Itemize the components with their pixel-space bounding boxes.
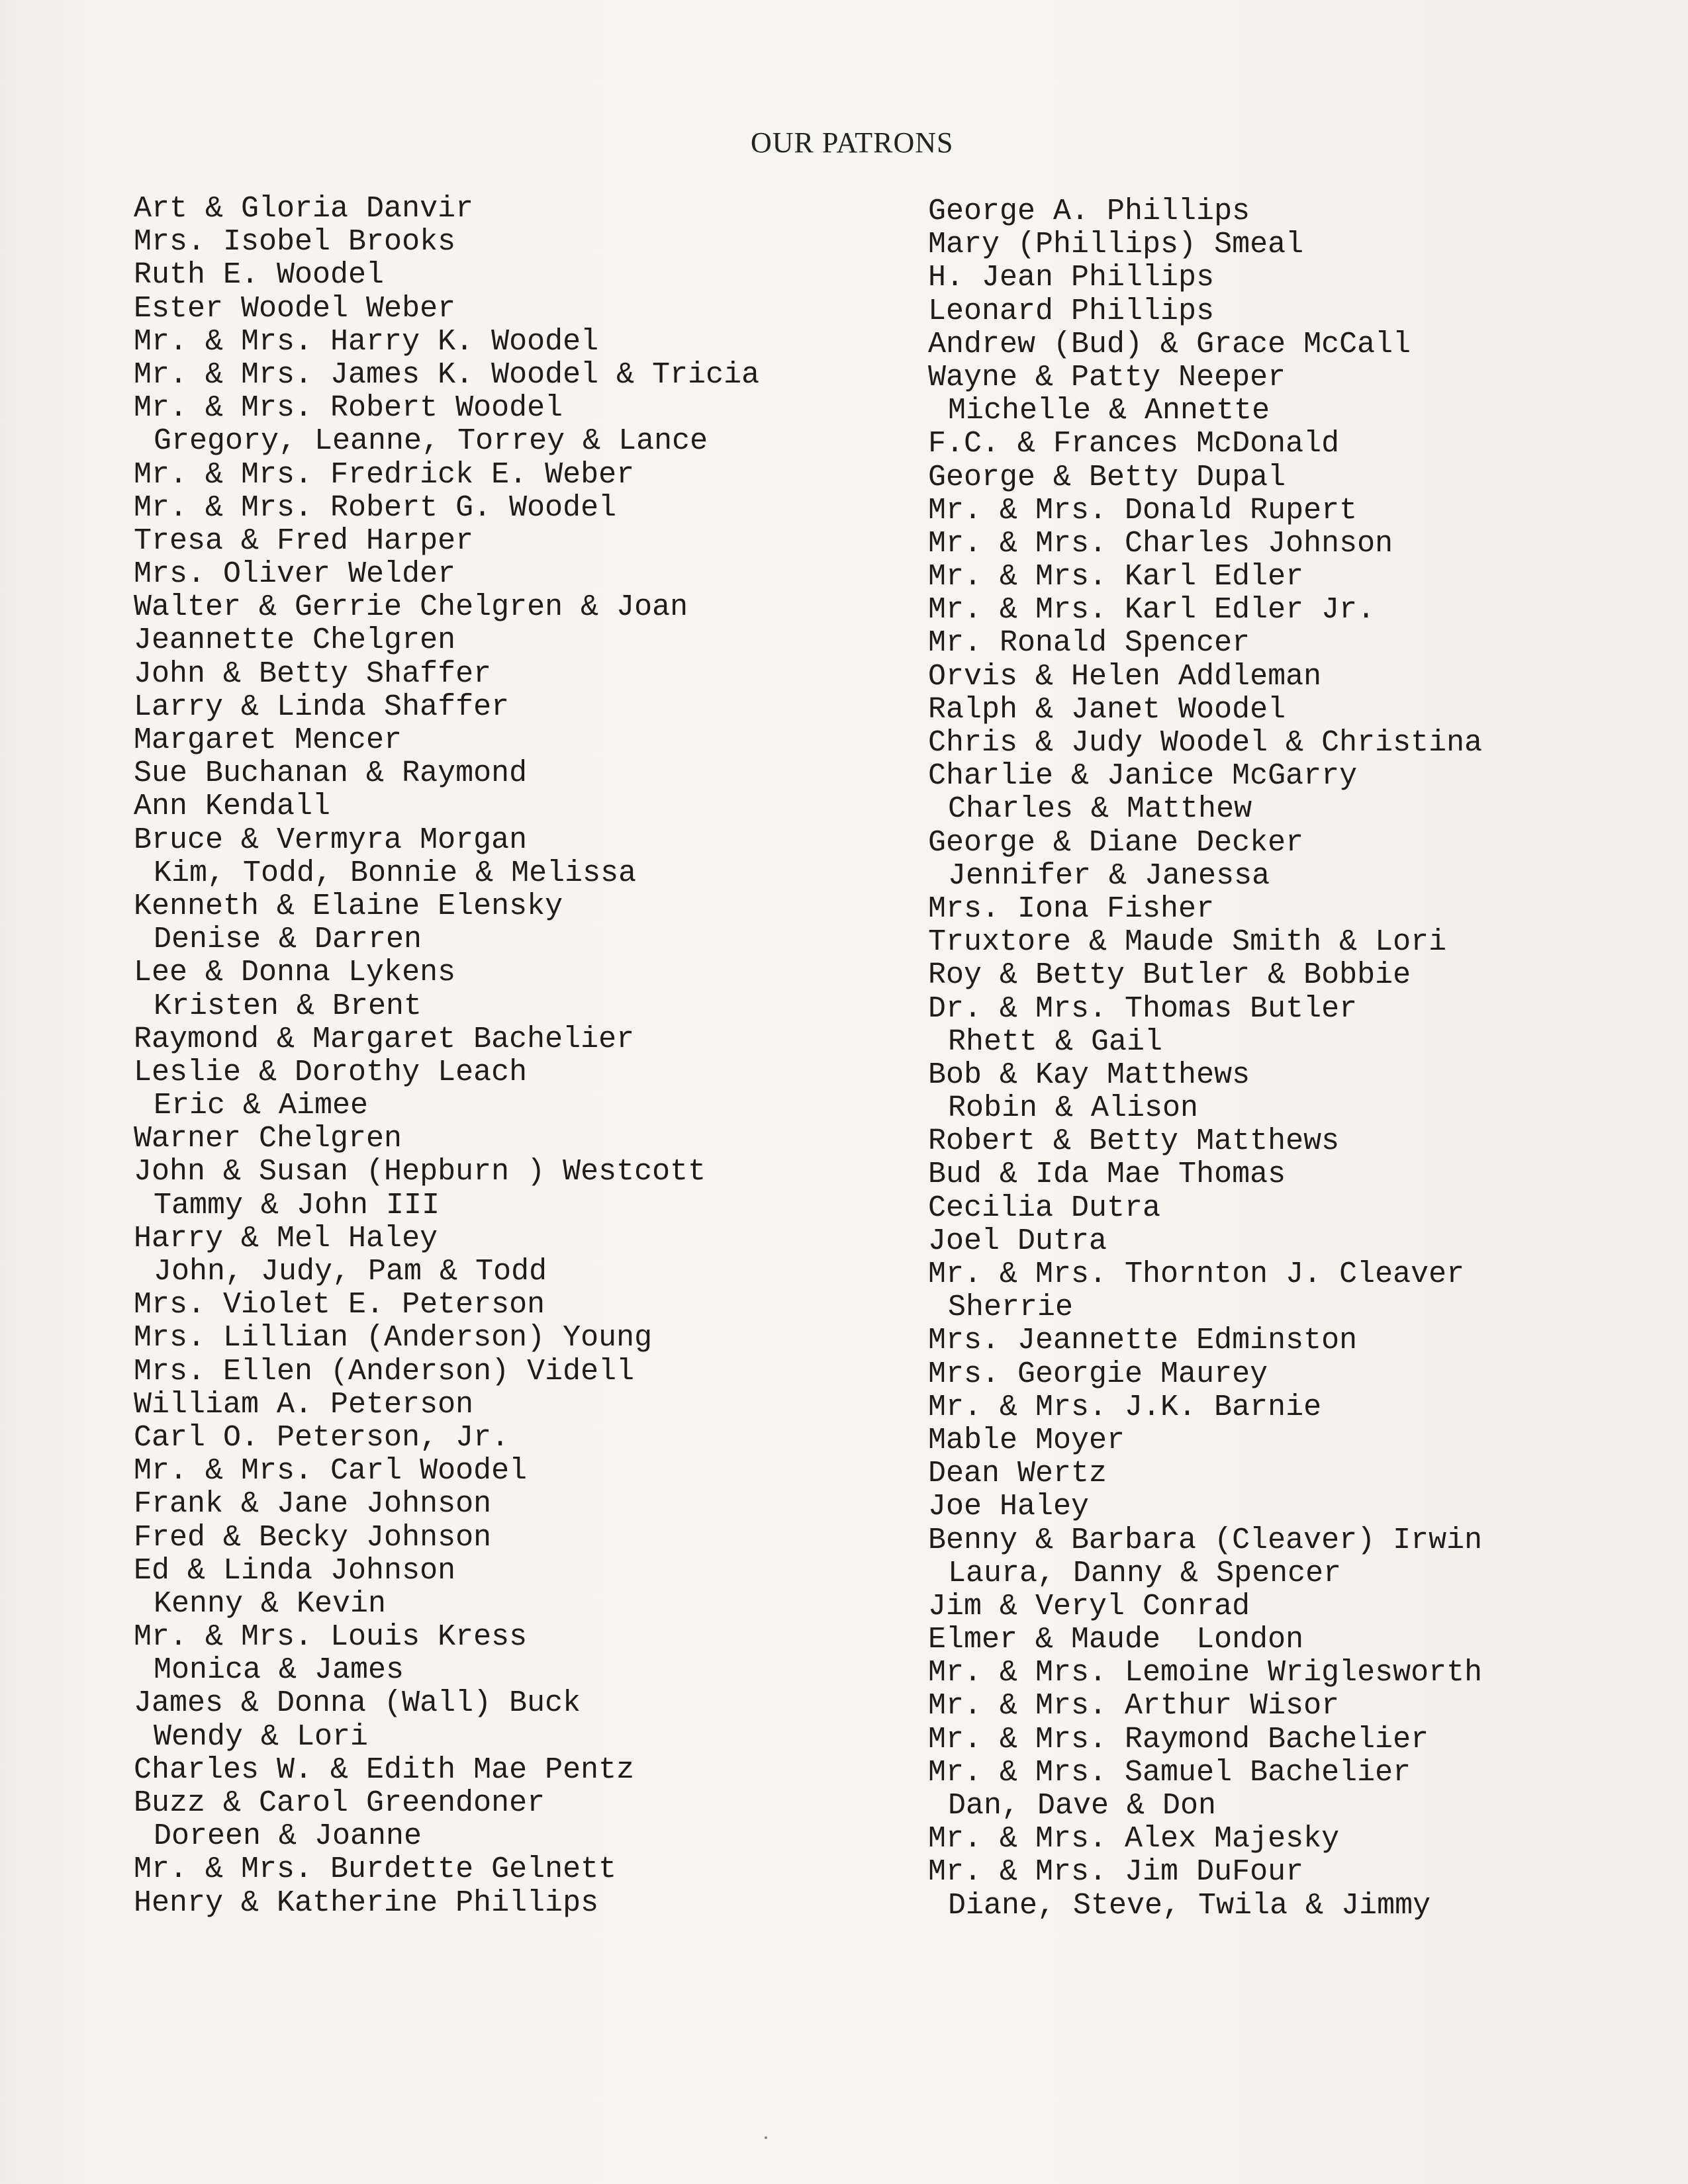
- patron-entry: Mr. & Mrs. Carl Woodel: [134, 1455, 528, 1488]
- patron-entry: Mr. & Mrs. Lemoine Wriglesworth: [928, 1657, 1483, 1690]
- patron-family-members: Rhett & Gail: [948, 1025, 1163, 1059]
- patron-entry: Tresa & Fred Harper: [134, 524, 474, 558]
- patron-entry: Mr. & Mrs. Robert G. Woodel: [134, 491, 617, 525]
- patron-entry: Mr. & Mrs. Donald Rupert: [928, 494, 1358, 527]
- patron-entry: Charles W. & Edith Mae Pentz: [134, 1753, 635, 1787]
- patron-entry: Mable Moyer: [928, 1424, 1125, 1457]
- patron-family-members: Sherrie: [948, 1291, 1074, 1325]
- patron-entry: Leonard Phillips: [928, 295, 1215, 328]
- patron-entry: Mrs. Oliver Welder: [134, 558, 456, 592]
- patron-entry: Andrew (Bud) & Grace McCall: [928, 328, 1411, 361]
- patron-entry: Ed & Linda Johnson: [134, 1554, 456, 1588]
- patron-entry: Roy & Betty Butler & Bobbie: [928, 959, 1411, 993]
- patron-entry: Lee & Donna Lykens: [134, 956, 456, 990]
- patron-entry: Frank & Jane Johnson: [134, 1488, 492, 1522]
- patron-entry: James & Donna (Wall) Buck: [134, 1687, 581, 1721]
- patron-entry: Sue Buchanan & Raymond: [134, 757, 528, 791]
- patron-entry: Mr. & Mrs. Samuel Bachelier: [928, 1756, 1411, 1790]
- patron-entry: Mr. & Mrs. Arthur Wisor: [928, 1690, 1340, 1723]
- patron-entry: Ann Kendall: [134, 790, 331, 824]
- patron-entry: Mr. & Mrs. Burdette Gelnett: [134, 1853, 617, 1887]
- patron-entry: Orvis & Helen Addleman: [928, 660, 1322, 694]
- patron-entry: John & Betty Shaffer: [134, 657, 492, 691]
- patron-entry: Art & Gloria Danvir: [134, 193, 474, 226]
- patron-entry: Mrs. Georgie Maurey: [928, 1357, 1268, 1391]
- patron-entry: Mr. Ronald Spencer: [928, 627, 1250, 660]
- patron-entry: Bud & Ida Mae Thomas: [928, 1158, 1286, 1192]
- patron-entry: Harry & Mel Haley: [134, 1222, 438, 1255]
- patron-entry: F.C. & Frances McDonald: [928, 428, 1340, 461]
- patron-family-members: Wendy & Lori: [154, 1720, 369, 1754]
- patron-family-members: Tammy & John III: [154, 1189, 440, 1222]
- patron-family-members: Kenny & Kevin: [154, 1587, 387, 1621]
- patron-entry: Robert & Betty Matthews: [928, 1125, 1340, 1159]
- patron-entry: Jeannette Chelgren: [134, 624, 456, 658]
- patron-entry: Bruce & Vermyra Morgan: [134, 823, 528, 857]
- patron-entry: Bob & Kay Matthews: [928, 1058, 1250, 1092]
- patron-entry: Mr. & Mrs. Karl Edler: [928, 561, 1304, 594]
- patron-family-members: Diane, Steve, Twila & Jimmy: [948, 1889, 1431, 1923]
- patron-entry: Cecilia Dutra: [928, 1191, 1161, 1225]
- patron-entry: Dean Wertz: [928, 1457, 1107, 1491]
- patron-entry: Ruth E. Woodel: [134, 259, 385, 293]
- page-title: OUR PATRONS: [751, 126, 954, 159]
- patron-entry: Kenneth & Elaine Elensky: [134, 889, 563, 923]
- patron-family-members: Doreen & Joanne: [154, 1820, 422, 1854]
- patron-entry: Mr. & Mrs. Thornton J. Cleaver: [928, 1258, 1465, 1291]
- patron-entry: Mr. & Mrs. Harry K. Woodel: [134, 325, 599, 359]
- patron-entry: Dr. & Mrs. Thomas Butler: [928, 992, 1358, 1026]
- patron-entry: Ester Woodel Weber: [134, 292, 456, 326]
- patron-family-members: Robin & Alison: [948, 1092, 1199, 1126]
- patron-family-members: Monica & James: [154, 1654, 404, 1688]
- page-speck: [765, 2136, 767, 2139]
- patron-entry: Joe Haley: [928, 1490, 1090, 1524]
- patron-family-members: John, Judy, Pam & Todd: [154, 1255, 547, 1289]
- patron-entry: Warner Chelgren: [134, 1122, 402, 1156]
- patron-entry: Margaret Mencer: [134, 724, 402, 757]
- patron-entry: Mrs. Isobel Brooks: [134, 226, 456, 259]
- patron-entry: Mr. & Mrs. Charles Johnson: [928, 527, 1393, 561]
- patron-family-members: Kim, Todd, Bonnie & Melissa: [154, 856, 637, 890]
- patron-entry: Joel Dutra: [928, 1224, 1107, 1258]
- patron-entry: Fred & Becky Johnson: [134, 1521, 492, 1555]
- patron-list-left: [134, 193, 875, 1920]
- patron-family-members: Laura, Danny & Spencer: [948, 1557, 1342, 1590]
- patron-entry: Ralph & Janet Woodel: [928, 693, 1286, 727]
- patron-family-members: Michelle & Annette: [948, 394, 1270, 428]
- patron-entry: Mr. & Mrs. Alex Majesky: [928, 1823, 1340, 1856]
- patron-entry: Mr. & Mrs. Raymond Bachelier: [928, 1723, 1429, 1756]
- patron-entry: Mrs. Iona Fisher: [928, 892, 1215, 926]
- patron-entry: Elmer & Maude London: [928, 1623, 1304, 1657]
- patron-entry: George A. Phillips: [928, 195, 1250, 228]
- patron-entry: Charlie & Janice McGarry: [928, 760, 1358, 794]
- patron-entry: Mr. & Mrs. Karl Edler Jr.: [928, 594, 1376, 627]
- patron-entry: Benny & Barbara (Cleaver) Irwin: [928, 1524, 1483, 1557]
- patron-entry: Leslie & Dorothy Leach: [134, 1056, 528, 1089]
- patron-entry: Buzz & Carol Greendoner: [134, 1787, 545, 1820]
- patron-family-members: Denise & Darren: [154, 923, 422, 957]
- patron-entry: Larry & Linda Shaffer: [134, 690, 510, 724]
- patron-entry: Mary (Phillips) Smeal: [928, 228, 1304, 262]
- patron-entry: Wayne & Patty Neeper: [928, 361, 1286, 394]
- patron-entry: Mr. & Mrs. J.K. Barnie: [928, 1390, 1322, 1424]
- patron-entry: George & Diane Decker: [928, 826, 1304, 860]
- patron-family-members: Kristen & Brent: [154, 989, 422, 1023]
- patron-family-members: Jennifer & Janessa: [948, 859, 1270, 893]
- patron-entry: Mrs. Lillian (Anderson) Young: [134, 1322, 653, 1355]
- patron-entry: George & Betty Dupal: [928, 461, 1286, 494]
- patron-entry: John & Susan (Hepburn ) Westcott: [134, 1156, 706, 1189]
- patron-entry: Carl O. Peterson, Jr.: [134, 1421, 510, 1455]
- patron-family-members: Dan, Dave & Don: [948, 1790, 1217, 1823]
- patron-entry: Mr. & Mrs. James K. Woodel & Tricia: [134, 358, 760, 392]
- patron-entry: Mrs. Violet E. Peterson: [134, 1289, 545, 1322]
- patron-entry: Chris & Judy Woodel & Christina: [928, 727, 1483, 760]
- patron-entry: Walter & Gerrie Chelgren & Joan: [134, 591, 688, 625]
- patron-family-members: Charles & Matthew: [948, 793, 1252, 827]
- patron-entry: Mr. & Mrs. Louis Kress: [134, 1621, 528, 1655]
- patron-entry: Raymond & Margaret Bachelier: [134, 1023, 635, 1056]
- patron-entry: Mr. & Mrs. Robert Woodel: [134, 392, 563, 426]
- patron-family-members: Eric & Aimee: [154, 1089, 369, 1123]
- patron-entry: Mrs. Ellen (Anderson) Videll: [134, 1355, 635, 1388]
- patron-list-right: [928, 195, 1669, 1923]
- patron-entry: H. Jean Phillips: [928, 261, 1215, 295]
- patron-entry: Mrs. Jeannette Edminston: [928, 1324, 1358, 1358]
- patron-family-members: Gregory, Leanne, Torrey & Lance: [154, 425, 708, 459]
- patron-entry: William A. Peterson: [134, 1388, 474, 1422]
- patron-entry: Mr. & Mrs. Fredrick E. Weber: [134, 458, 635, 492]
- patron-entry: Henry & Katherine Phillips: [134, 1886, 599, 1920]
- patron-entry: Mr. & Mrs. Jim DuFour: [928, 1856, 1304, 1889]
- patron-entry: Jim & Veryl Conrad: [928, 1590, 1250, 1623]
- patron-entry: Truxtore & Maude Smith & Lori: [928, 926, 1447, 960]
